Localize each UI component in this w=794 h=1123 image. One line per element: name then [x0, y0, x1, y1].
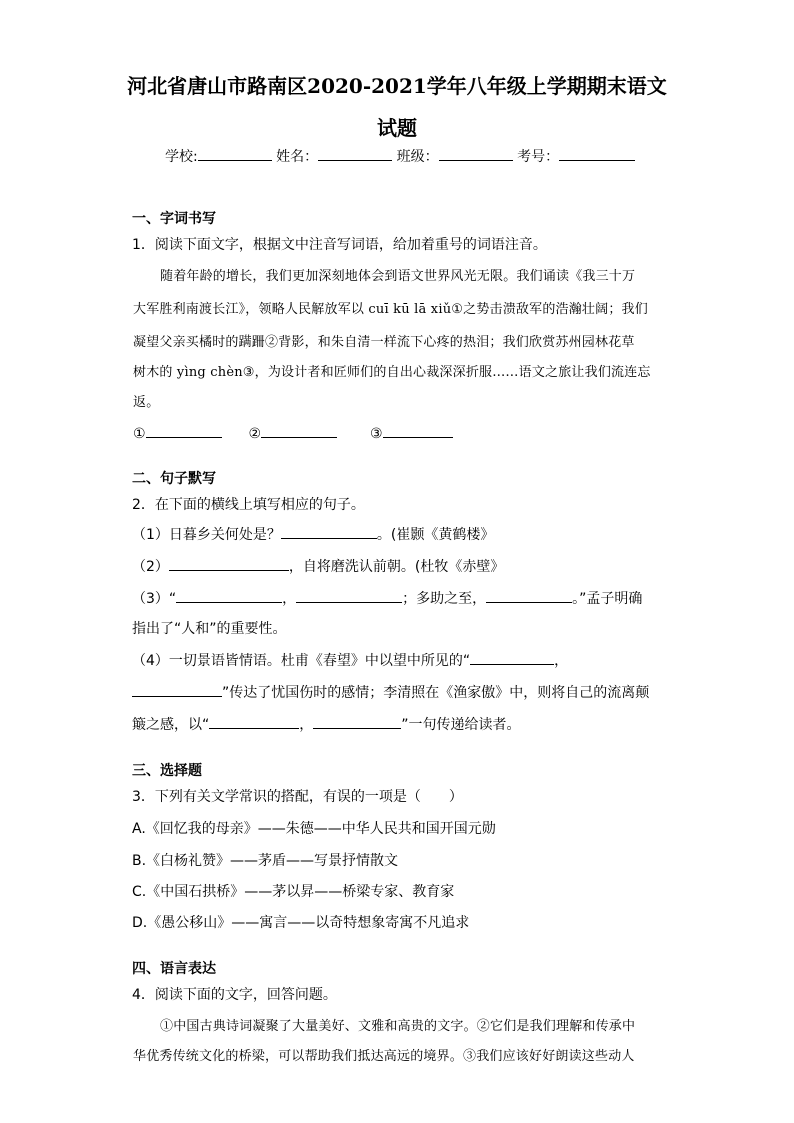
page-title-line2: 试题 [377, 116, 417, 140]
item-text: 。(崔颢《黄鹤楼》 [376, 527, 495, 543]
item-text: ， [282, 591, 297, 607]
passage-line: 树木的 yìng chèn③，为设计者和匠师们的自出心裁深深折服……语文之旅让我们流连忘 [133, 365, 651, 380]
passage-line: ①中国古典诗词凝聚了大量美好、文雅和高贵的文字。②它们是我们理解和传承中 [160, 1019, 636, 1034]
student-info-line [165, 146, 635, 166]
exam-number-label: 考号： [517, 149, 560, 165]
item-text: （1）日暮乡关何处是？ [132, 527, 281, 543]
question-1-prompt: 1．阅读下面文字，根据文中注音写词语，给加着重号的词语注音。 [132, 237, 547, 253]
option-a[interactable]: A.《回忆我的母亲》——朱德——中华人民共和国开国元勋 [132, 821, 496, 837]
answer-blank-3[interactable] [383, 423, 453, 438]
option-b[interactable]: B.《白杨礼赞》——茅盾——写景抒情散文 [132, 853, 399, 869]
item-text: （3）“ [132, 591, 177, 607]
passage-line: 华优秀传统文化的桥梁，可以帮助我们抵达高远的境界。③我们应该好好朗读这些动人 [133, 1049, 635, 1064]
passage-line: 大军胜利南渡长江》，领略人民解放军以 cuī kū lā xiǔ①之势击溃敌军的浩瀚壮阔；我们 [133, 302, 648, 317]
recite-item-4-line2 [132, 682, 649, 702]
answer-blank-2[interactable] [261, 423, 337, 438]
item-text: ；多助之至， [402, 591, 487, 607]
answer-blank[interactable] [132, 682, 222, 697]
recite-item-3 [132, 588, 642, 608]
school-label: 学校: [165, 149, 198, 165]
item-text: ， [299, 717, 314, 733]
recite-item-1 [132, 524, 494, 544]
recite-item-2 [132, 556, 504, 576]
answer-blank[interactable] [486, 588, 572, 603]
answer-blank[interactable] [470, 650, 554, 665]
passage-line: 返。 [133, 395, 160, 410]
item-text: 。”孟子明确 [572, 591, 643, 607]
item-text: （4）一切景语皆情语。杜甫《春望》中以望中所见的“ [132, 653, 471, 669]
name-label: 姓名： [276, 149, 319, 165]
answer-blank-1[interactable] [146, 423, 222, 438]
section-heading-2: 二、句子默写 [132, 471, 216, 487]
answer-blank[interactable] [281, 524, 377, 539]
question-2-prompt: 2．在下面的横线上填写相应的句子。 [132, 497, 365, 513]
item-text: ”一句传递给读者。 [401, 717, 521, 733]
answer-blank[interactable] [176, 588, 282, 603]
option-d[interactable]: D.《愚公移山》——寓言——以奇特想象寄寓不凡追求 [132, 915, 470, 931]
school-field[interactable] [198, 146, 272, 161]
answer-blank[interactable] [296, 588, 402, 603]
exam-number-field[interactable] [559, 146, 635, 161]
item-text: ， [554, 653, 569, 669]
item-text: 簸之感，以“ [132, 717, 210, 733]
name-field[interactable] [318, 146, 392, 161]
blank-label-1: ① [133, 426, 146, 442]
page-title: 河北省唐山市路南区2020-2021学年八年级上学期期末语文 [127, 74, 667, 98]
answer-blank[interactable] [209, 714, 299, 729]
class-field[interactable] [439, 146, 513, 161]
blank-label-2: ② [248, 426, 262, 442]
recite-item-3-cont: 指出了“人和”的重要性。 [132, 621, 287, 637]
passage-line: 随着年龄的增长，我们更加深刻地体会到语文世界风光无限。我们诵读《我三十万 [160, 269, 636, 284]
section-heading-1: 一、字词书写 [132, 211, 216, 227]
item-text: ，自将磨洗认前朝。(杜牧《赤壁》 [288, 559, 505, 575]
blank-label-3: ③ [369, 426, 383, 442]
answer-blank[interactable] [169, 556, 289, 571]
item-text: ”传达了忧国伤时的感情；李清照在《渔家傲》中，则将自己的流离颠 [222, 685, 650, 701]
passage-line: 凝望父亲买橘时的蹒跚②背影，和朱自清一样流下心疼的热泪；我们欣赏苏州园林花草 [133, 335, 635, 350]
section-heading-4: 四、语言表达 [132, 961, 216, 977]
question-3-prompt: 3．下列有关文学常识的搭配，有误的一项是（ ） [132, 789, 463, 805]
option-c[interactable]: C.《中国石拱桥》——茅以昇——桥梁专家、教育家 [132, 884, 455, 900]
answer-blanks-q1 [133, 423, 453, 442]
recite-item-4-line3 [132, 714, 521, 734]
question-4-prompt: 4．阅读下面的文字，回答问题。 [132, 987, 337, 1003]
section-heading-3: 三、选择题 [132, 763, 202, 779]
recite-item-4 [132, 650, 568, 670]
item-text: （2） [132, 559, 169, 575]
answer-blank[interactable] [313, 714, 401, 729]
class-label: 班级： [396, 149, 439, 165]
